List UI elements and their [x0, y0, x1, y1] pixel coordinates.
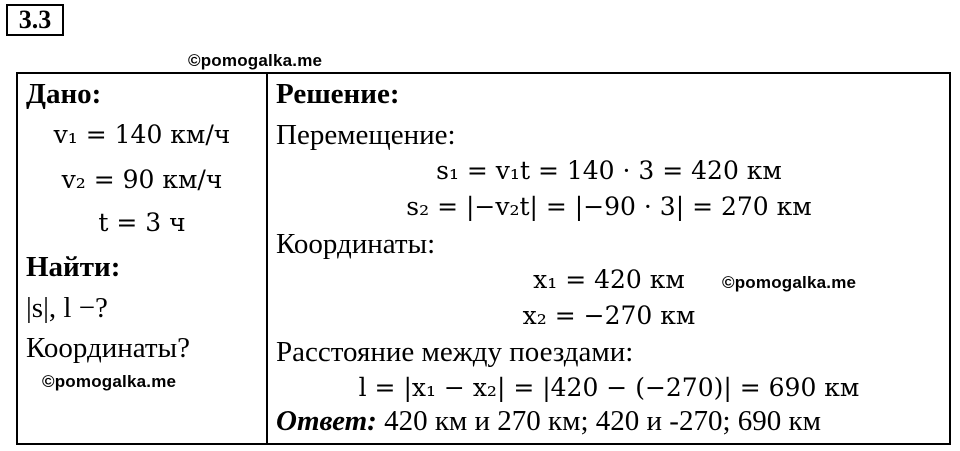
answer-line — [276, 403, 821, 439]
coordinates-label: Координаты: — [276, 228, 436, 260]
formula-l: l = |x₁ − x₂| = |420 − (−270)| = 690 км — [358, 373, 860, 402]
formula-x1: x₁ = 420 км — [533, 265, 685, 294]
displacement-label: Перемещение: — [276, 119, 456, 151]
find-coordinates: Координаты? — [26, 332, 190, 364]
formula-x2: x₂ = −270 км — [522, 301, 696, 330]
given-v1: v₁ = 140 км/ч — [53, 120, 231, 149]
formula-s1: s₁ = v₁t = 140 · 3 = 420 км — [436, 156, 782, 185]
given-v2: v₂ = 90 км/ч — [61, 165, 223, 194]
answer-label: Ответ: — [276, 405, 377, 437]
find-quantities: |s|, l −? — [26, 292, 108, 324]
given-t: t = 3 ч — [98, 208, 186, 237]
watermark-left: ©pomogalka.me — [42, 372, 177, 391]
watermark-right: ©pomogalka.me — [722, 273, 857, 292]
solution-title: Решение: — [276, 78, 400, 110]
watermark-top: ©pomogalka.me — [188, 51, 323, 70]
problem-number: 3.3 — [6, 4, 64, 36]
find-title: Найти: — [26, 251, 121, 283]
formula-s2: s₂ = |−v₂t| = |−90 · 3| = 270 км — [406, 192, 812, 221]
answer-text: 420 км и 270 км; 420 и -270; 690 км — [376, 405, 821, 437]
distance-label: Расстояние между поездами: — [276, 336, 634, 368]
given-title: Дано: — [26, 78, 102, 110]
